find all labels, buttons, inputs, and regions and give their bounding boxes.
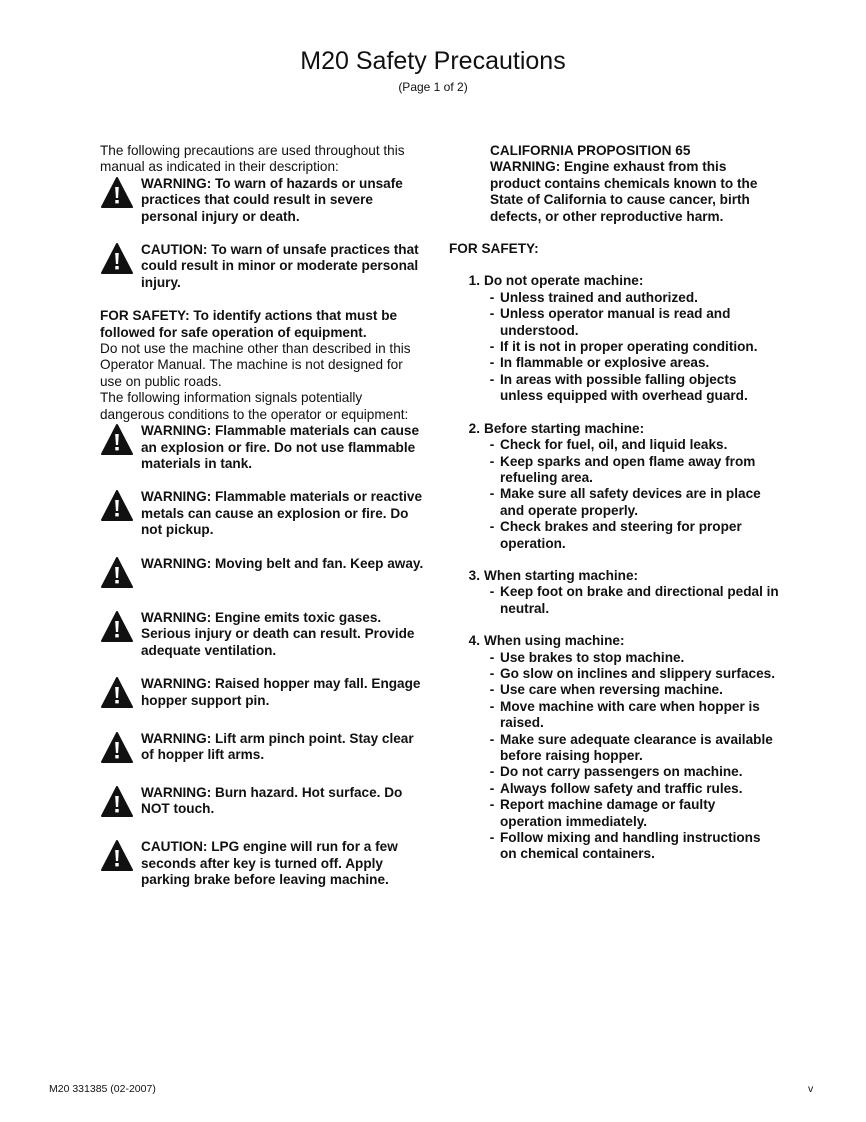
step-item-text: Use care when reversing machine.: [500, 682, 723, 698]
warning-text: WARNING: Engine emits toxic gases. Serious injury or death can result. Provide adequate ventilation.: [141, 609, 415, 658]
step-items: [449, 290, 779, 405]
step-items: [449, 437, 779, 552]
step-title: Before starting machine:: [484, 420, 645, 436]
dash-bullet: -: [489, 486, 495, 502]
warning-item: [100, 839, 425, 888]
safety-step: [449, 568, 779, 617]
step-heading: [449, 273, 779, 289]
step-item-text: Report machine damage or faulty operation immediately.: [500, 797, 716, 829]
warning-triangle-icon: [100, 785, 134, 822]
step-item-text: Unless trained and authorized.: [500, 289, 698, 305]
intro-text: The following precautions are used throughout this manual as indicated in their description:: [100, 143, 405, 175]
dash-bullet: -: [489, 764, 495, 780]
dash-bullet: -: [489, 731, 495, 747]
step-item: [484, 437, 779, 453]
warning-triangle-icon: [100, 731, 134, 768]
dash-bullet: -: [489, 519, 495, 535]
step-item: [484, 699, 779, 732]
warning-triangle-icon: [100, 489, 134, 526]
dash-bullet: -: [489, 437, 495, 453]
safety-step: [449, 633, 779, 863]
step-heading: [449, 421, 779, 437]
step-items: [449, 650, 779, 863]
warning-triangle-icon: [100, 676, 134, 713]
step-item: [484, 682, 779, 698]
step-item-text: Do not carry passengers on machine.: [500, 764, 743, 780]
safety-step: [449, 421, 779, 552]
step-number: 2.: [468, 420, 480, 436]
step-item-text: Keep foot on brake and directional pedal in neutral.: [500, 584, 779, 616]
dash-bullet: -: [489, 289, 495, 305]
dash-bullet: -: [489, 649, 495, 665]
step-heading: [449, 568, 779, 584]
step-item-text: Always follow safety and traffic rules.: [500, 780, 743, 796]
warning-item: [100, 556, 425, 593]
step-item-text: Keep sparks and open flame away from refueling area.: [500, 453, 756, 485]
step-item-text: In areas with possible falling objects unless equipped with overhead guard.: [500, 371, 748, 404]
signals-intro: The following information signals potentially dangerous conditions to the operator or equipment:: [100, 390, 409, 422]
step-item-text: Make sure adequate clearance is available before raising hopper.: [500, 731, 773, 763]
step-item-text: Use brakes to stop machine.: [500, 649, 685, 665]
step-item-text: Check for fuel, oil, and liquid leaks.: [500, 437, 728, 453]
dash-bullet: -: [489, 339, 495, 355]
step-item: [484, 306, 779, 339]
step-item-text: Move machine with care when hopper is raised.: [500, 698, 760, 731]
step-item-text: Unless operator manual is read and understood.: [500, 306, 731, 338]
prop65-block: [449, 143, 779, 225]
step-item: [484, 781, 779, 797]
warning-triangle-icon: [100, 839, 134, 876]
for-safety-heading: FOR SAFETY:: [449, 241, 539, 257]
warning-text: WARNING: Flammable materials can cause an explosion or fire. Do not use flammable materials in tank.: [141, 423, 420, 471]
step-item: [484, 650, 779, 666]
footer-page-number: v: [808, 1083, 814, 1095]
step-title: When using machine:: [484, 633, 625, 649]
step-item: [484, 584, 779, 617]
step-item: [484, 339, 779, 355]
warning-triangle-icon: [100, 556, 134, 593]
symbol-warning-def: [100, 176, 425, 225]
step-item: [484, 797, 779, 830]
step-item-text: If it is not in proper operating condition.: [500, 339, 758, 355]
warning-triangle-icon: [100, 176, 134, 213]
step-heading: [449, 633, 779, 649]
warning-text: WARNING: Raised hopper may fall. Engage hopper support pin.: [141, 676, 421, 708]
warning-triangle-icon: [100, 242, 134, 279]
step-number: 4.: [468, 633, 480, 649]
warning-triangle-icon: [100, 423, 134, 460]
step-item-text: Go slow on inclines and slippery surfaces.: [500, 665, 775, 681]
step-item: [484, 290, 779, 306]
dash-bullet: -: [489, 306, 495, 322]
warning-item: [100, 610, 425, 659]
warning-item: [100, 731, 425, 768]
step-item-text: Follow mixing and handling instructions on chemical containers.: [500, 830, 761, 862]
warning-item: [100, 676, 425, 713]
step-item: [484, 454, 779, 487]
step-item: [484, 372, 779, 405]
step-item: [484, 486, 779, 519]
step-title: When starting machine:: [484, 567, 639, 583]
page-title: M20 Safety Precautions: [300, 47, 566, 75]
dash-bullet: -: [489, 698, 495, 714]
step-title: Do not operate machine:: [484, 273, 644, 289]
dash-bullet: -: [489, 780, 495, 796]
left-column: [100, 143, 425, 906]
dash-bullet: -: [489, 584, 495, 600]
warning-item: [100, 785, 425, 822]
footer-doc-id: M20 331385 (02-2007): [49, 1083, 156, 1095]
step-number: 1.: [468, 273, 480, 289]
warning-text: WARNING: Moving belt and fan. Keep away.: [141, 555, 424, 571]
step-item: [484, 355, 779, 371]
step-item: [484, 830, 779, 863]
step-items: [449, 584, 779, 617]
step-item-text: Check brakes and steering for proper operation.: [500, 519, 742, 551]
warning-text: WARNING: Lift arm pinch point. Stay clear of hopper lift arms.: [141, 730, 414, 762]
warning-text: WARNING: Burn hazard. Hot surface. Do NOT touch.: [141, 784, 403, 817]
safety-steps: [449, 273, 779, 862]
warning-item: [100, 489, 425, 538]
warning-text: CAUTION: LPG engine will run for a few seconds after key is turned off. Apply parking brake before leaving machine.: [141, 839, 398, 888]
dash-bullet: -: [489, 371, 495, 387]
safety-step: [449, 273, 779, 404]
step-item: [484, 732, 779, 765]
symbol-text: CAUTION: To warn of unsafe practices that could result in minor or moderate personal injury.: [141, 242, 419, 290]
step-item: [484, 519, 779, 552]
step-item-text: In flammable or explosive areas.: [500, 355, 710, 371]
symbol-text: WARNING: To warn of hazards or unsafe practices that could result in severe personal injury or death.: [141, 175, 403, 224]
dash-bullet: -: [489, 797, 495, 813]
page-subtitle: (Page 1 of 2): [398, 80, 468, 94]
dash-bullet: -: [489, 453, 495, 469]
for-safety-definition: FOR SAFETY: To identify actions that must be followed for safe operation of equipment.: [100, 308, 398, 340]
dash-bullet: -: [489, 682, 495, 698]
symbol-caution-def: [100, 242, 425, 291]
step-item: [484, 764, 779, 780]
warning-text: WARNING: Flammable materials or reactive metals can cause an explosion or fire. Do not pickup.: [141, 489, 423, 538]
step-number: 3.: [468, 567, 480, 583]
prop65-text: WARNING: Engine exhaust from this product contains chemicals known to the State of California to cause cancer, birth defects, or other reproductive harm.: [490, 159, 758, 224]
right-column: [449, 143, 779, 879]
dash-bullet: -: [489, 355, 495, 371]
warning-item: [100, 423, 425, 472]
step-item: [484, 666, 779, 682]
step-item-text: Make sure all safety devices are in place and operate properly.: [500, 486, 761, 518]
dash-bullet: -: [489, 830, 495, 846]
warning-triangle-icon: [100, 610, 134, 647]
dash-bullet: -: [489, 665, 495, 681]
prop65-title: CALIFORNIA PROPOSITION 65: [490, 143, 691, 158]
usage-note: Do not use the machine other than described in this Operator Manual. The machine is not designed for use on public roads.: [100, 341, 411, 389]
